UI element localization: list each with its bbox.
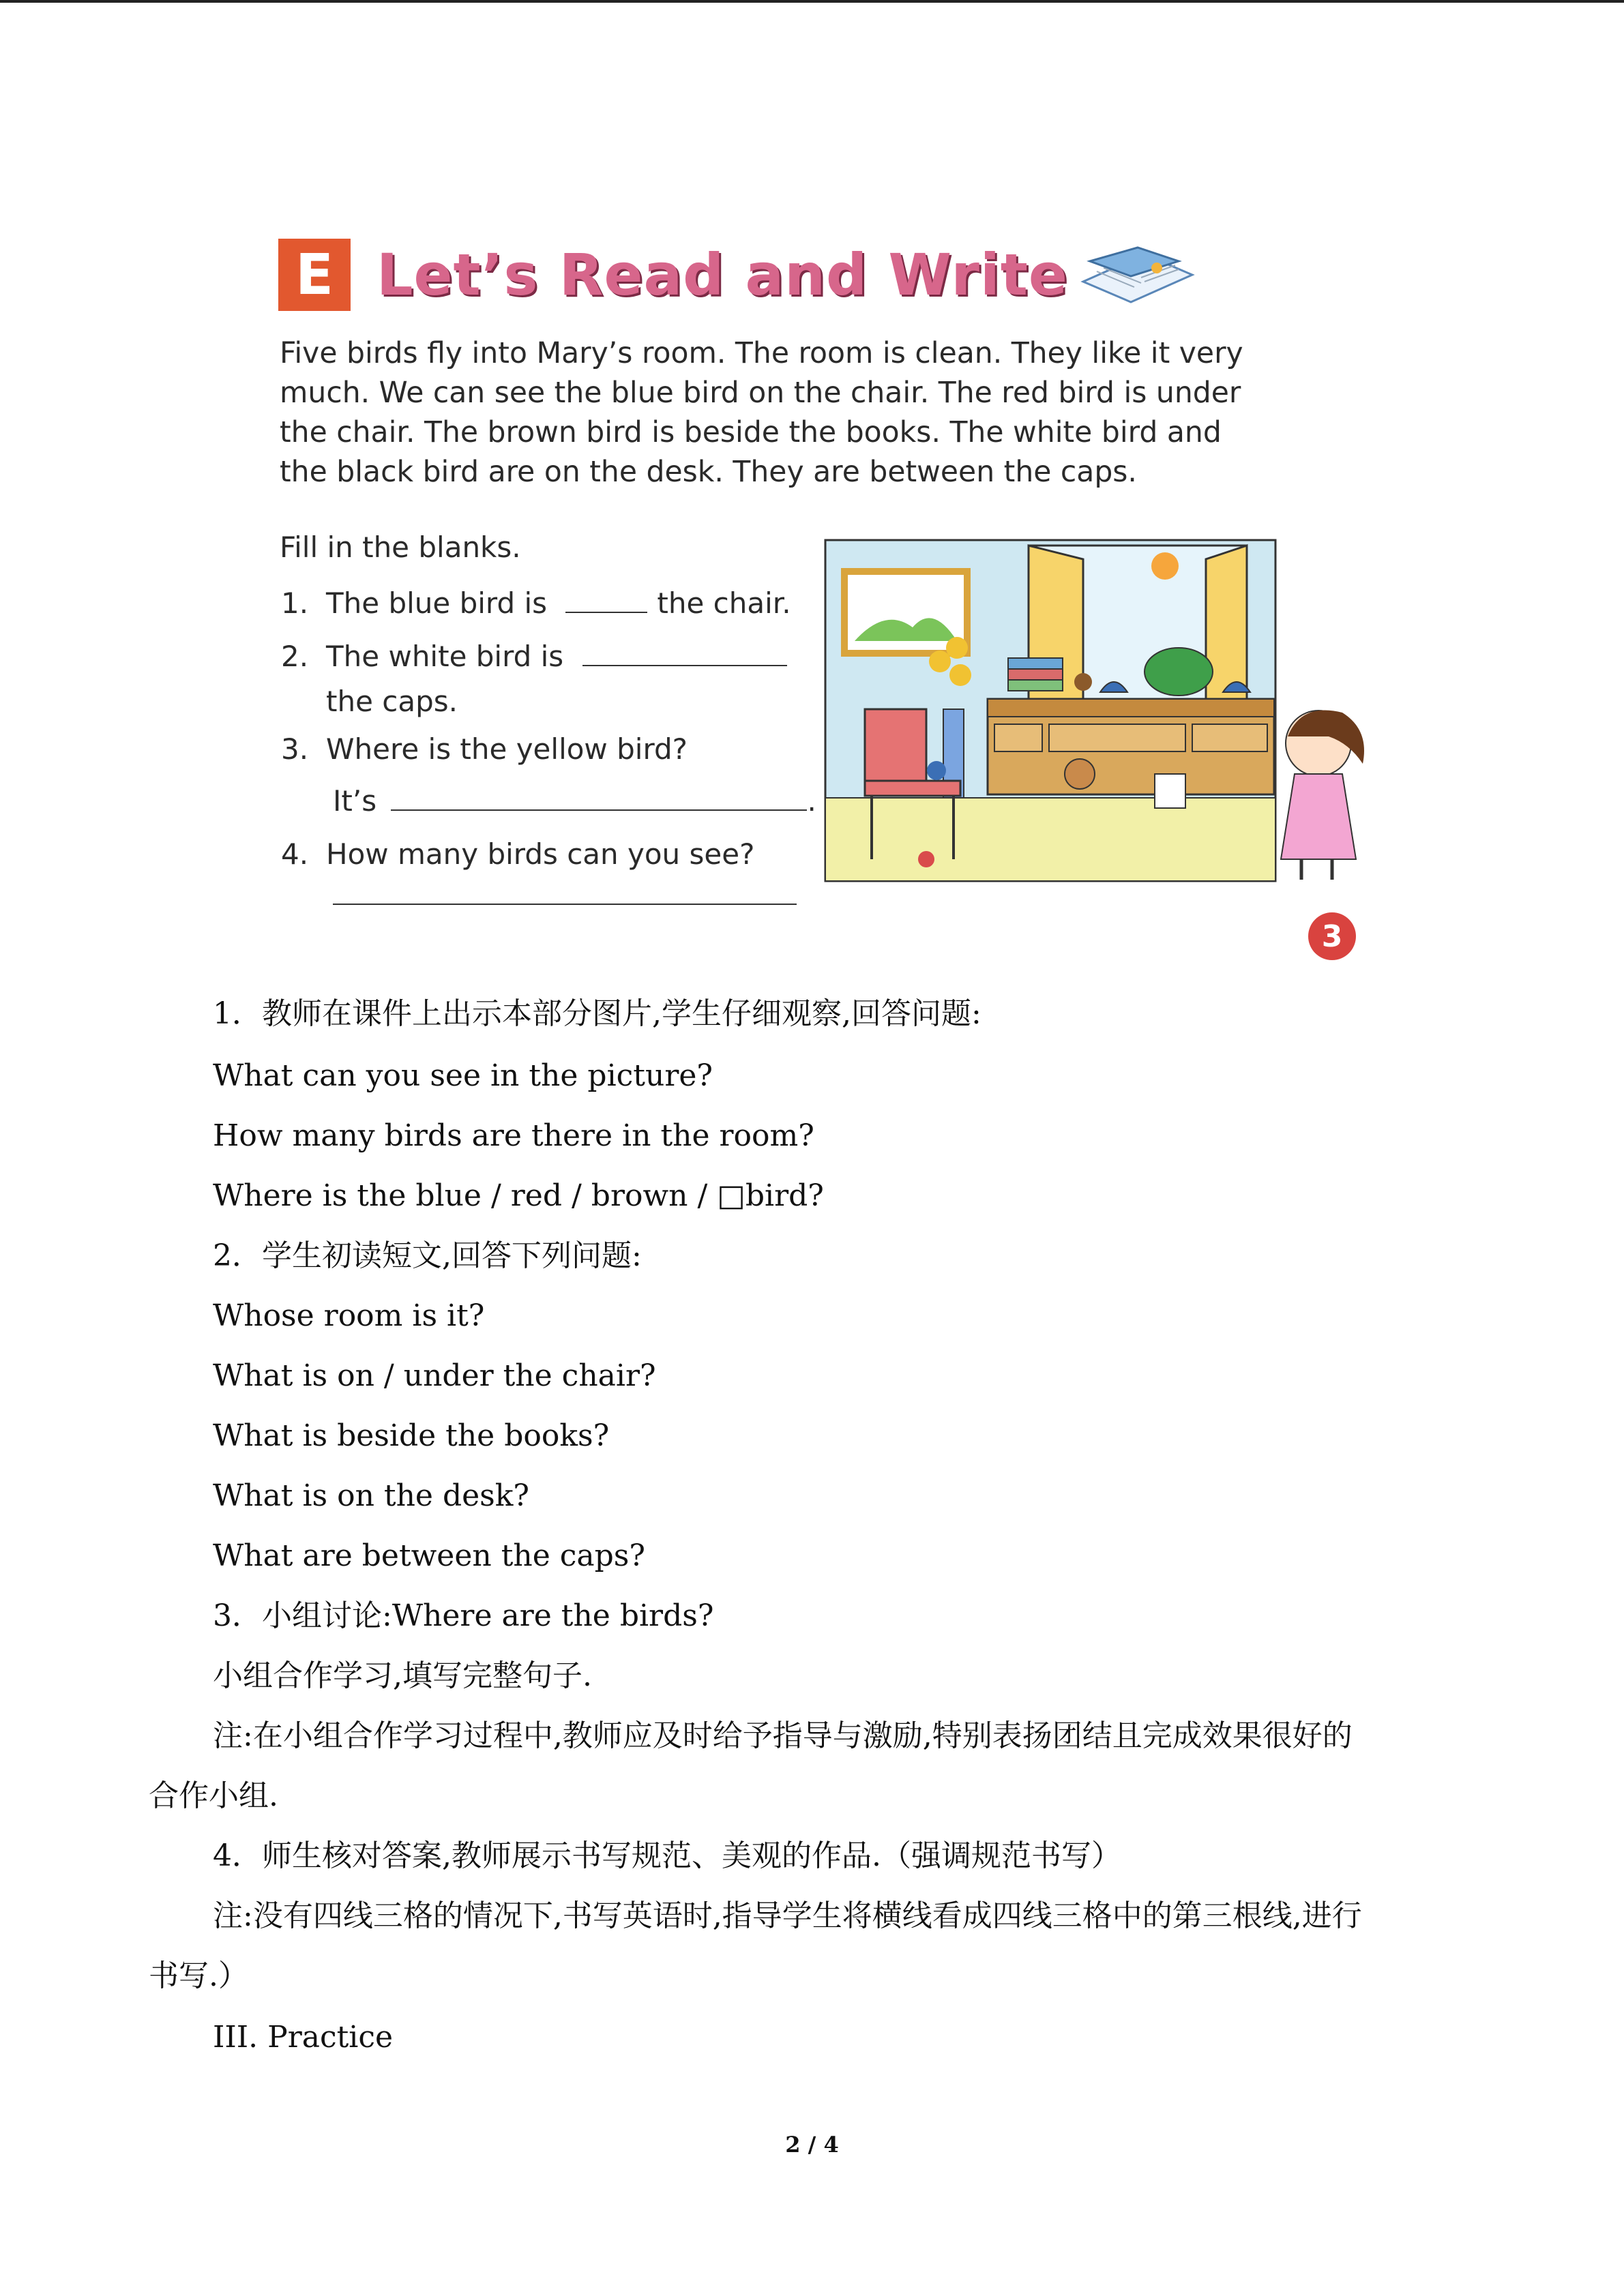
note-step-4: 4．师生核对答案,教师展示书写规范、美观的作品.（强调规范书写） [213, 1838, 1121, 1873]
question-text-end: the chair. [657, 586, 791, 620]
question-4 [281, 837, 754, 871]
answer-period: . [807, 784, 816, 818]
note-question: How many birds are there in the room? [213, 1118, 814, 1153]
answer-blank[interactable] [582, 640, 787, 666]
note-question: What is beside the books? [213, 1418, 610, 1453]
page-number: 2 / 4 [785, 2132, 839, 2158]
question-2 [281, 640, 787, 673]
passage-line: the chair. The brown bird is beside the books. The white bird and [280, 416, 1222, 449]
section-heading-practice: III. Practice [213, 2020, 394, 2055]
note-step-3: 3．小组讨论:Where are the birds? [213, 1598, 714, 1633]
note-remark-cont: 书写.） [149, 1958, 248, 1993]
question-text: Where is the yellow bird? [326, 732, 688, 766]
note-step-2: 2．学生初读短文,回答下列问题: [213, 1238, 642, 1273]
question-number: 1. [281, 586, 309, 620]
note-text: 小组合作学习,填写完整句子. [213, 1658, 592, 1693]
question-2-line2: the caps. [326, 685, 458, 718]
question-number: 4. [281, 837, 309, 871]
question-3 [281, 732, 688, 766]
question-number: 2. [281, 640, 309, 673]
note-question: What is on the desk? [213, 1478, 529, 1513]
note-remark: 注:在小组合作学习过程中,教师应及时给予指导与激励,特别表扬团结且完成效果很好的 [213, 1718, 1353, 1753]
answer-blank[interactable] [565, 587, 647, 613]
reading-passage [280, 334, 1262, 492]
note-remark-cont: 合作小组. [149, 1778, 278, 1813]
top-border [0, 0, 1624, 3]
note-question: What are between the caps? [213, 1538, 645, 1573]
note-remark: 注:没有四线三格的情况下,书写英语时,指导学生将横线看成四线三格中的第三根线,进行 [213, 1898, 1362, 1933]
textbook-excerpt [273, 225, 1378, 968]
answer-blank[interactable] [333, 879, 797, 905]
section-title: Let’s Read and Write [377, 241, 1068, 308]
passage-line: the black bird are on the desk. They are between the caps. [280, 456, 1137, 489]
section-badge: E [278, 239, 351, 311]
question-3-line2 [333, 784, 816, 818]
question-4-answer [333, 878, 797, 912]
note-step-1: 1．教师在课件上出示本部分图片,学生仔细观察,回答问题: [213, 996, 981, 1031]
note-question: What is on / under the chair? [213, 1358, 656, 1393]
question-1 [281, 586, 791, 620]
note-question: What can you see in the picture? [213, 1058, 713, 1093]
book-page-badge: 3 [1308, 912, 1356, 960]
question-number: 3. [281, 732, 309, 766]
answer-prefix: It’s [333, 784, 377, 818]
note-question: Whose room is it? [213, 1298, 485, 1333]
open-book-icon [1076, 234, 1199, 316]
section-header [278, 237, 1199, 312]
question-text: The blue bird is [326, 586, 548, 620]
passage-line: Five birds fly into Mary’s room. The room is clean. They like it very [280, 337, 1243, 370]
fill-in-title: Fill in the blanks. [280, 531, 521, 564]
answer-blank[interactable] [391, 785, 807, 811]
question-text: How many birds can you see? [326, 837, 755, 871]
room-illustration [824, 539, 1378, 886]
note-question: Where is the blue / red / brown / □bird? [213, 1178, 824, 1213]
passage-line: much. We can see the blue bird on the chair. The red bird is under [280, 376, 1241, 410]
question-text: The white bird is [326, 640, 564, 673]
